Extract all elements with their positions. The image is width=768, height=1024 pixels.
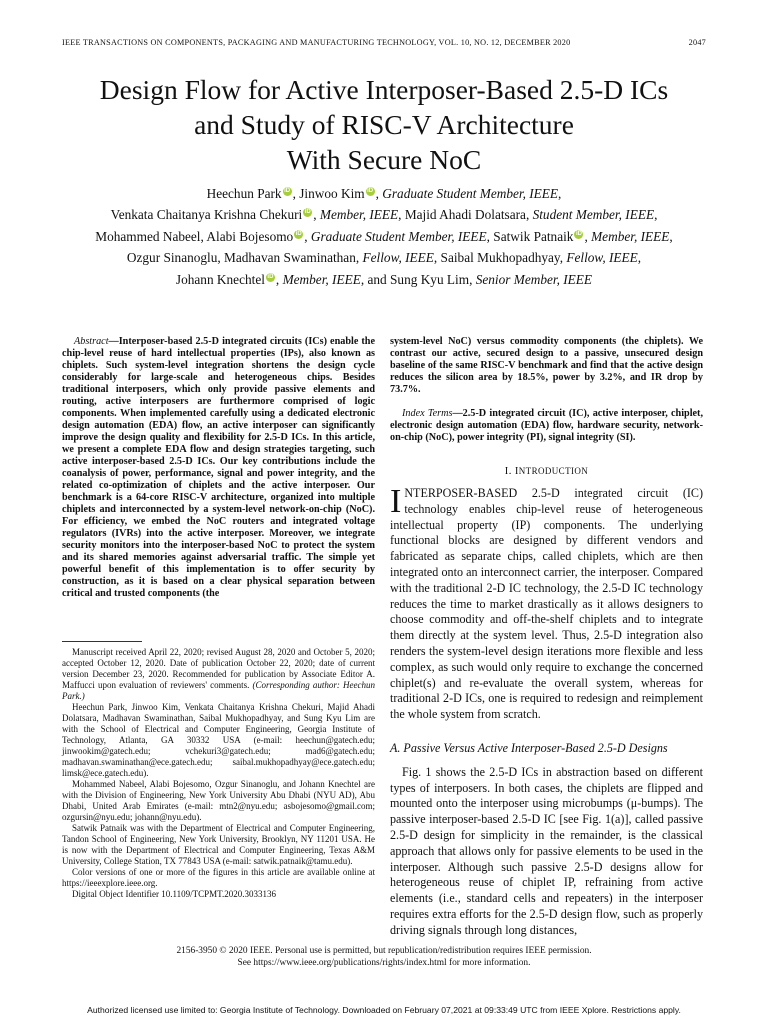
separator: — [452,408,463,419]
separator: , [584,228,592,244]
author-name: , Saibal Mukhopadhyay, [433,250,567,266]
footnote-affiliation-gatech: Heechun Park, Jinwoo Kim, Venkata Chaitanya Krishna Chekuri, Majid Ahadi Dolatsara, Madhavan Swaminathan, Saibal Mukhopadhyay, and Sung Kyu Lim are with the School of Electrical and Computer Engineering, Georgia Institute of Technology, Atlanta, GA 30332 USA (e-mail: heechun@gatech.edu; jinwookim@gatech.edu; vchekuri3@gatech.edu; mad6@gatech.edu; madhavan.swaminathan@ece.gatech.edu; saibal.mukhopadhyay@ece.gatech.edu; limsk@ece.gatech.edu). [62,702,375,778]
copyright-notice [0,945,768,969]
author-line-1 [30,183,738,204]
running-header [62,38,706,52]
orcid-icon[interactable]: iD [304,209,311,216]
author-list [30,183,738,290]
orcid-icon[interactable]: iD [367,188,374,194]
abstract-continued-text: system-level NoC) versus commodity components (the chiplets). We contrast our active, secured design to a passive, unsecured design baseline of the same RISC-V benchmark and find that the active design reduces the silicon area by 18.5%, power by 3.2%, and IR drop by 73.7%. [390,336,703,395]
paper-title [20,72,748,177]
index-terms-label: Index Terms [402,408,453,419]
introduction-body [390,483,703,939]
separator: , [558,186,562,201]
abstract [62,336,375,600]
author-name: Ozgur Sinanoglu, Madhavan Swaminathan, [126,250,363,266]
footnote-affiliation-tamu: Satwik Patnaik was with the Department of Electrical and Computer Engineering, Tandon School of Engineering, New York University, Brooklyn, NY 11201 USA. He is now with the Department of Electrical and Computer Engineering, Texas A&M University, College Station, TX 77843 USA (e-mail: satwik.patnaik@tamu.edu). [62,823,375,866]
separator: , [275,271,283,287]
author-membership: Fellow, IEEE [362,250,434,266]
footnote-affiliation-nyuad: Mohammed Nabeel, Alabi Bojesomo, Ozgur Sinanoglu, and Johann Knechtel are with the Division of Engineering, New York University Abu Dhabi (NYU AD), Abu Dhabi, United Arab Emirates (e-mail: mtn2@nyu.edu; asbojesomo@gmail.com; ozgursin@nyu.edu; johann@nyu.edu). [62,779,375,822]
author-membership: Member, IEEE [319,207,399,223]
separator: , [375,186,383,201]
copyright-line-2: See https://www.ieee.org/publications/rights/index.html for more information. [237,958,531,968]
footnote-rule [62,641,142,642]
author-line-3 [30,226,738,247]
author-membership: Graduate Student Member, IEEE [310,228,487,244]
author-membership: Fellow, IEEE [566,250,638,266]
section-number: I. [504,466,512,477]
section-heading-introduction [390,465,703,478]
separator: , [637,250,642,266]
author-membership: Graduate Student Member, IEEE [382,186,559,201]
page-number: 2047 [688,38,706,47]
separator: , [313,207,320,223]
title-line-1: Design Flow for Active Interposer-Based 2.5-D ICs [99,74,669,105]
author-line-4 [30,247,738,268]
author-name: , Majid Ahadi Dolatsara, [398,207,533,223]
drop-cap: I [390,483,402,520]
author-membership: Member, IEEE [591,228,670,244]
author-membership: Senior Member, IEEE [475,271,593,287]
left-column [62,336,375,600]
title-line-2: and Study of RISC-V Architecture [194,109,574,140]
license-footer: Authorized licensed use limited to: Georgia Institute of Technology. Downloaded on February 07,2021 at 09:33:49 UTC from IEEE Xplore. Restrictions apply. [87,1005,681,1015]
footnote-doi: Digital Object Identifier 10.1109/TCPMT.2020.3033136 [72,889,276,899]
author-name: Mohammed Nabeel, Alabi Bojesomo [95,228,294,244]
author-line-2 [30,204,738,225]
author-membership: Member, IEEE [282,271,361,287]
lead-word: NTERPOSER-BASED [404,486,518,500]
author-name: , Satwik Patnaik [486,228,574,244]
footnote-manuscript [62,647,375,702]
author-name: , and Sung Kyu Lim, [360,271,476,287]
index-terms-text: 2.5-D integrated circuit (IC), active interposer, chiplet, electronic design automation (EDA) flow, hardware security, network-on-chip (NoC), power integrity (PI), signal integrity (SI). [390,408,703,443]
abstract-text: Interposer-based 2.5-D integrated circuits (ICs) enable the chip-level reuse of hard intellectual properties (IPs), also known as chiplets. Such system-level integration shortens the design cycle considerably for large-scale and heterogeneous chips. Besides traditional interposers, which only provide passive elements and routing, active interposers are furthermore comprised of logic components. When implemented carefully using a dedicated electronic design automation (EDA) flow, an active interposer can significantly improve the design quality and flexibility for 2.5-D ICs. In this article, we present a complete EDA flow and design strategies targeting, such active interposer-based 2.5-D ICs. Our key contributions include the coanalysis of power, performance, signal and power integrity, and the related co-optimization of chiplets and the active interposer. Our benchmark is a 64-core RISC-V architecture, organized into multiple chiplets and interconnected by a system-level network-on-chip (NoC). For efficiency, we embed the NoC routers and integrated voltage regulators (IVRs) into the active interposer. Moreover, we integrate security monitors into the interposer-based NoC to protect the system and its shared memories against adversarial traffic. The simple yet powerful benefit of this implementation is to offer security by construction, as it is based on a clear physical separation between critical and trusted components (the [62,336,375,599]
section-title: I [514,466,519,477]
index-terms [390,408,703,444]
section-title: NTRODUCTION [518,466,589,476]
abstract-continued [390,336,703,396]
separator: , [654,207,658,223]
corresponding-author: (Corresponding author: Heechun Park.) [62,680,375,701]
author-membership: Student Member, IEEE [532,207,655,223]
subsection-heading: A. Passive Versus Active Interposer-Based 2.5-D Designs [390,740,668,755]
footnote-text: Manuscript received April 22, 2020; revised August 28, 2020 and October 5, 2020; accepted October 12, 2020. Date of publication October 22, 2020; date of current version December 23, 2020. Recommended for publication by Associate Editor A. Maffucci upon evaluation of reviewers' comments. [62,647,375,690]
author-name: Johann Knechtel [175,271,265,287]
orcid-icon[interactable]: iD [267,273,274,280]
abstract-label: Abstract [74,336,109,347]
intro-paragraph-2: Fig. 1 shows the 2.5-D ICs in abstraction based on different types of interposers. In both cases, the chiplets are flipped and mounted onto the interposer using microbumps (μ-bumps). The passive interposer-based 2.5-D IC [see Fig. 1(a)], called passive 2.5-D design for simplicity in the remainder, is the classical approach that allows only for passive elements to be used in the interposer. Although such passive 2.5-D designs allow for heterogeneous reuse of chiplet IP, refraining from active elements (i.e., standard cells and repeaters) in the interposer requires extra efforts for the 2.5-D design flow, such as properly driving signals through long distances, [390,764,703,937]
author-name: Venkata Chaitanya Krishna Chekuri [110,207,303,223]
author-line-5 [30,269,738,290]
orcid-icon[interactable]: iD [295,230,302,237]
title-line-3: With Secure NoC [286,144,482,175]
orcid-icon[interactable]: iD [284,188,291,194]
author-name: Heechun Park [206,186,282,201]
separator: , [669,228,673,244]
paragraph-text: 2.5-D integrated circuit (IC) technology enables chip-level reuse of heterogeneous intellectual property (IP) components. The underlying functional blocks are designed by different vendors and fabricated as separate chips, called chiplets, which are then integrated onto an interconnect carrier, the interposer. Compared with the traditional 2-D IC technology, the 2.5-D IC technology reduces the time to market drastically as it allows designers to choose commodity and off-the-shelf chiplets and to integrate them directly at the system level. Thus, 2.5-D integration also renders the system-level design iterations more flexible and less complex, as such would only require to exchange the concerned chiplet(s) and re-evaluate the overall system, whereas for traditional 2-D ICs, one is required to redesign and reimplement the whole system from scratch. [390,486,703,722]
orcid-icon[interactable]: iD [575,230,582,237]
separator: , [304,228,311,244]
author-name: , Jinwoo Kim [292,186,365,201]
separator: — [108,336,119,347]
journal-citation: IEEE TRANSACTIONS ON COMPONENTS, PACKAGING AND MANUFACTURING TECHNOLOGY, VOL. 10, NO. 12, DECEMBER 2020 [62,38,571,47]
intro-paragraph-1 [390,483,703,723]
footnotes [62,647,375,900]
copyright-line-1: 2156-3950 © 2020 IEEE. Personal use is permitted, but republication/redistribution requires IEEE permission. [176,946,592,956]
right-column [390,336,703,939]
footnote-color-versions: Color versions of one or more of the figures in this article are available online at https://ieeexplore.ieee.org. [62,867,375,888]
